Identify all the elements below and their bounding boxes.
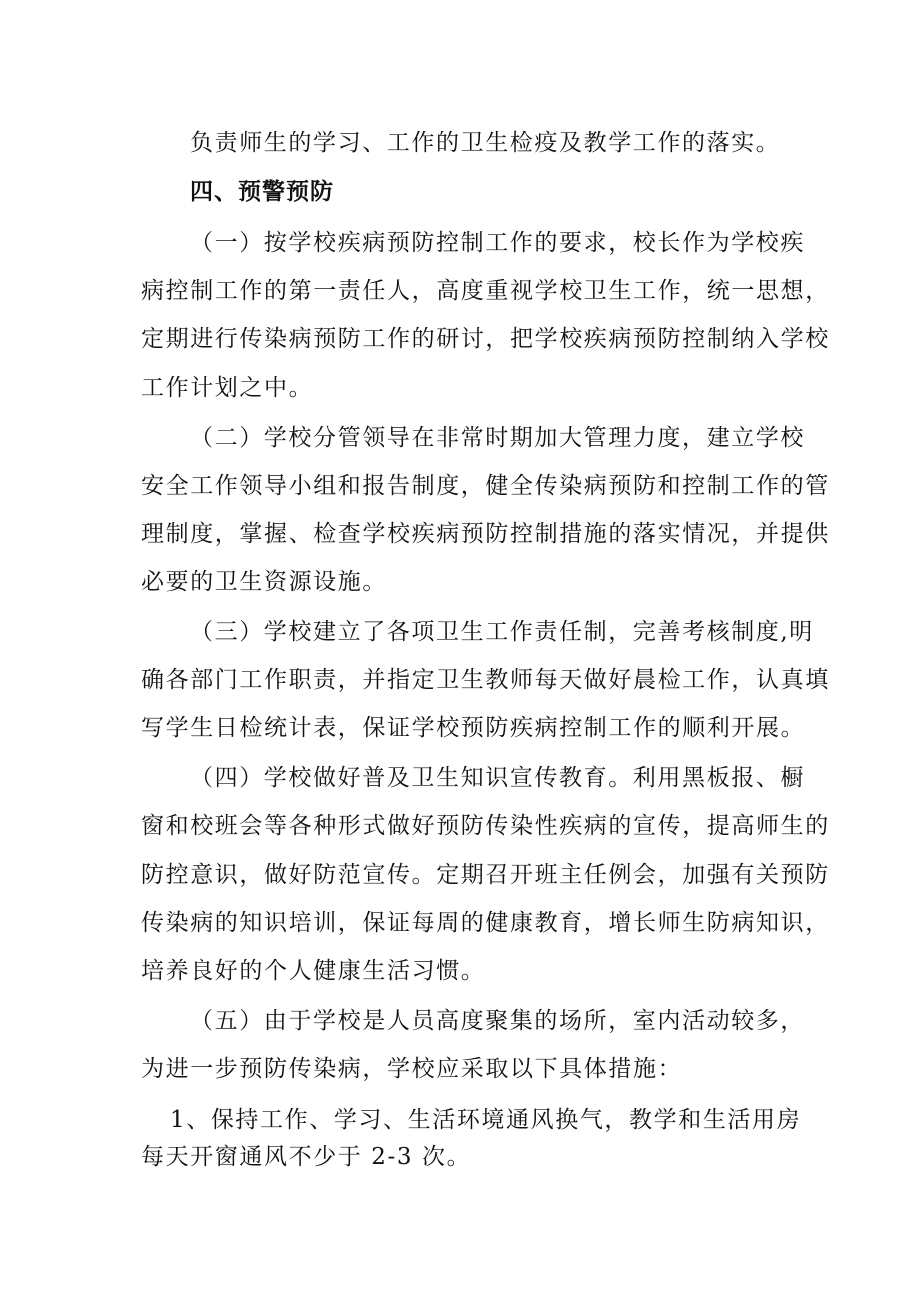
paragraph-line: 工作计划之中。 [141,375,314,401]
paragraph-line: （二）学校分管领导在非常时期加大管理力度，建立学校 [190,425,805,451]
paragraph-line: （五）由于学校是人员高度聚集的场所，室内活动较多， [190,1008,805,1034]
paragraph-line: 传染病的知识培训，保证每周的健康教育，增长师生防病知识， [141,910,830,936]
paragraph-line: 定期进行传染病预防工作的研讨，把学校疾病预防控制纳入学校 [141,326,830,352]
paragraph-line: （三）学校建立了各项卫生工作责任制，完善考核制度,明 [190,619,814,645]
paragraph-line: 安全工作领导小组和报告制度，健全传染病预防和控制工作的管 [141,473,830,499]
paragraph-line: 理制度，掌握、检查学校疾病预防控制措施的落实情况，并提供 [141,521,830,547]
paragraph-line: 每天开窗通风不少于 2-3 次。 [141,1144,472,1170]
intro-line: 负责师生的学习、工作的卫生检疫及教学工作的落实。 [190,130,781,156]
paragraph-line: 为进一步预防传染病，学校应采取以下具体措施： [141,1056,683,1082]
paragraph-line: 防控意识，做好防范宣传。定期召开班主任例会，加强有关预防 [141,862,830,888]
paragraph-line: （四）学校做好普及卫生知识宣传教育。利用黑板报、橱 [190,765,805,791]
paragraph-line: 确各部门工作职责，并指定卫生教师每天做好晨检工作，认真填 [141,667,830,693]
paragraph-line: 写学生日检统计表，保证学校预防疾病控制工作的顺利开展。 [141,715,806,741]
paragraph-line: 1、保持工作、学习、生活环境通风换气，教学和生活用房 [170,1107,802,1133]
paragraph-line: （一）按学校疾病预防控制工作的要求，校长作为学校疾 [190,230,805,256]
paragraph-line: 必要的卫生资源设施。 [141,569,387,595]
paragraph-line: 窗和校班会等各种形式做好预防传染性疾病的宣传，提高师生的 [141,813,830,839]
paragraph-line: 病控制工作的第一责任人，高度重视学校卫生工作，统一思想， [141,278,830,304]
paragraph-line: 培养良好的个人健康生活习惯。 [141,958,486,984]
section-title: 四、预警预防 [190,179,334,205]
